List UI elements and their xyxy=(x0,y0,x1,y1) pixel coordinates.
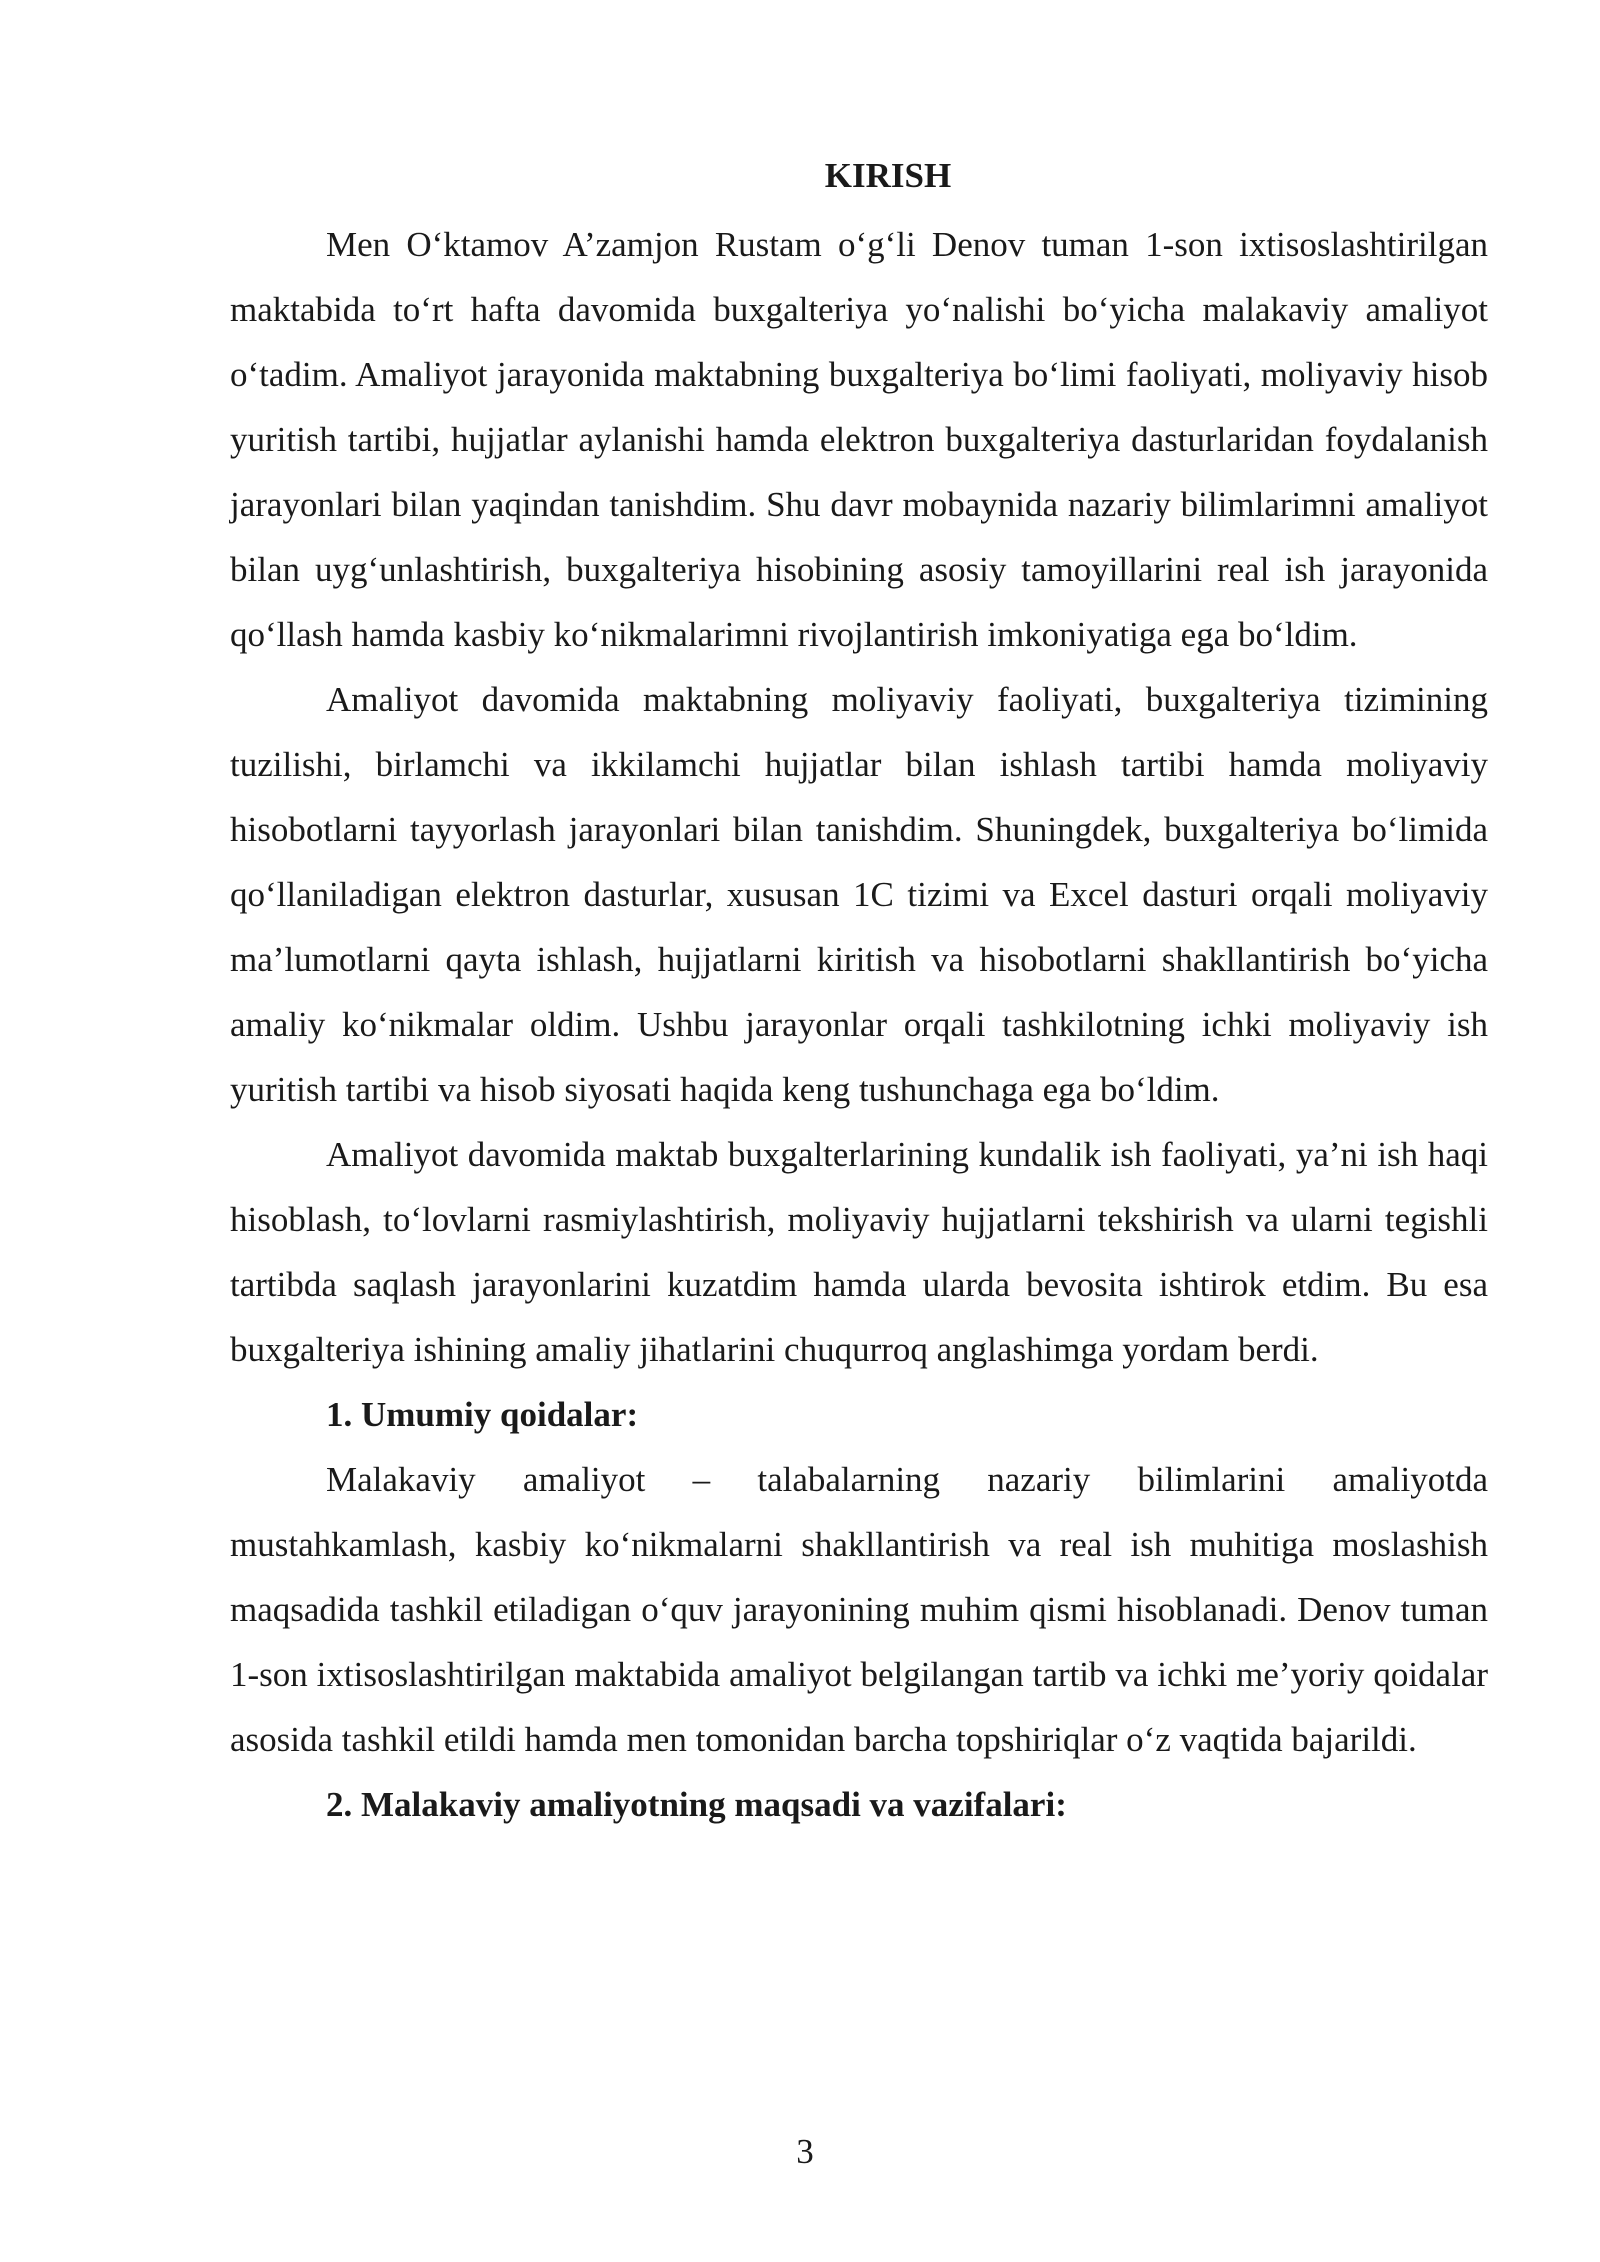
intro-paragraph-3: Amaliyot davomida maktab buxgalterlarining kundalik ish faoliyati, ya’ni ish haqi hisoblash, to‘lovlarni rasmiylashtirish, moliyaviy hujjatlarni tekshirish va ularni tegishli tartibda saqlash jarayonlarini kuzatdim hamda ularda bevosita ishtirok etdim. Bu esa buxgalteriya ishining amaliy jihatlarini chuqurroq anglashimga yordam berdi. xyxy=(230,1135,1488,1369)
intro-paragraph-2: Amaliyot davomida maktabning moliyaviy faoliyati, buxgalteriya tizimining tuzilishi, birlamchi va ikkilamchi hujjatlar bilan ishlash tartibi hamda moliyaviy hisobotlarni tayyorlash jarayonlari bilan tanishdim. Shuningdek, buxgalteriya bo‘limida qo‘llaniladigan elektron dasturlar, xususan 1C tizimi va Excel dasturi orqali moliyaviy ma’lumotlarni qayta ishlash, hujjatlarni kiritish va hisobotlarni shakllantirish bo‘yicha amaliy ko‘nikmalar oldim. Ushbu jarayonlar orqali tashkilotning ichki moliyaviy ish yuritish tartibi va hisob siyosati haqida keng tushunchaga ega bo‘ldim. xyxy=(230,680,1488,1109)
page-number: 3 xyxy=(796,2132,814,2171)
section-heading-goals: 2. Malakaviy amaliyotning maqsadi va vazifalari: xyxy=(326,1785,1067,1824)
intro-paragraph-1: Men O‘ktamov A’zamjon Rustam o‘g‘li Denov tuman 1-son ixtisoslashtirilgan maktabida to‘rt hafta davomida buxgalteriya yo‘nalishi bo‘yicha malakaviy amaliyot o‘tadim. Amaliyot jarayonida maktabning buxgalteriya bo‘limi faoliyati, moliyaviy hisob yuritish tartibi, hujjatlar aylanishi hamda elektron buxgalteriya dasturlaridan foydalanish jarayonlari bilan yaqindan tanishdim. Shu davr mobaynida nazariy bilimlarimni amaliyot bilan uyg‘unlashtirish, buxgalteriya hisobining asosiy tamoyillarini real ish jarayonida qo‘llash hamda kasbiy ko‘nikmalarimni rivojlantirish imkoniyatiga ega bo‘ldim. xyxy=(230,225,1488,654)
document-body xyxy=(230,150,1488,1837)
general-rules-paragraph: Malakaviy amaliyot – talabalarning nazariy bilimlarini amaliyotda mustahkamlash, kasbiy ko‘nikmalarni shakllantirish va real ish muhitiga moslashish maqsadida tashkil etiladigan o‘quv jarayonining muhim qismi hisoblanadi. Denov tuman 1-son ixtisoslashtirilgan maktabida amaliyot belgilangan tartib va ichki me’yoriy qoidalar asosida tashkil etildi hamda men tomonidan barcha topshiriqlar o‘z vaqtida bajarildi. xyxy=(230,1460,1488,1759)
document-title: KIRISH xyxy=(824,156,952,195)
section-heading-general-rules: 1. Umumiy qoidalar: xyxy=(326,1395,639,1434)
